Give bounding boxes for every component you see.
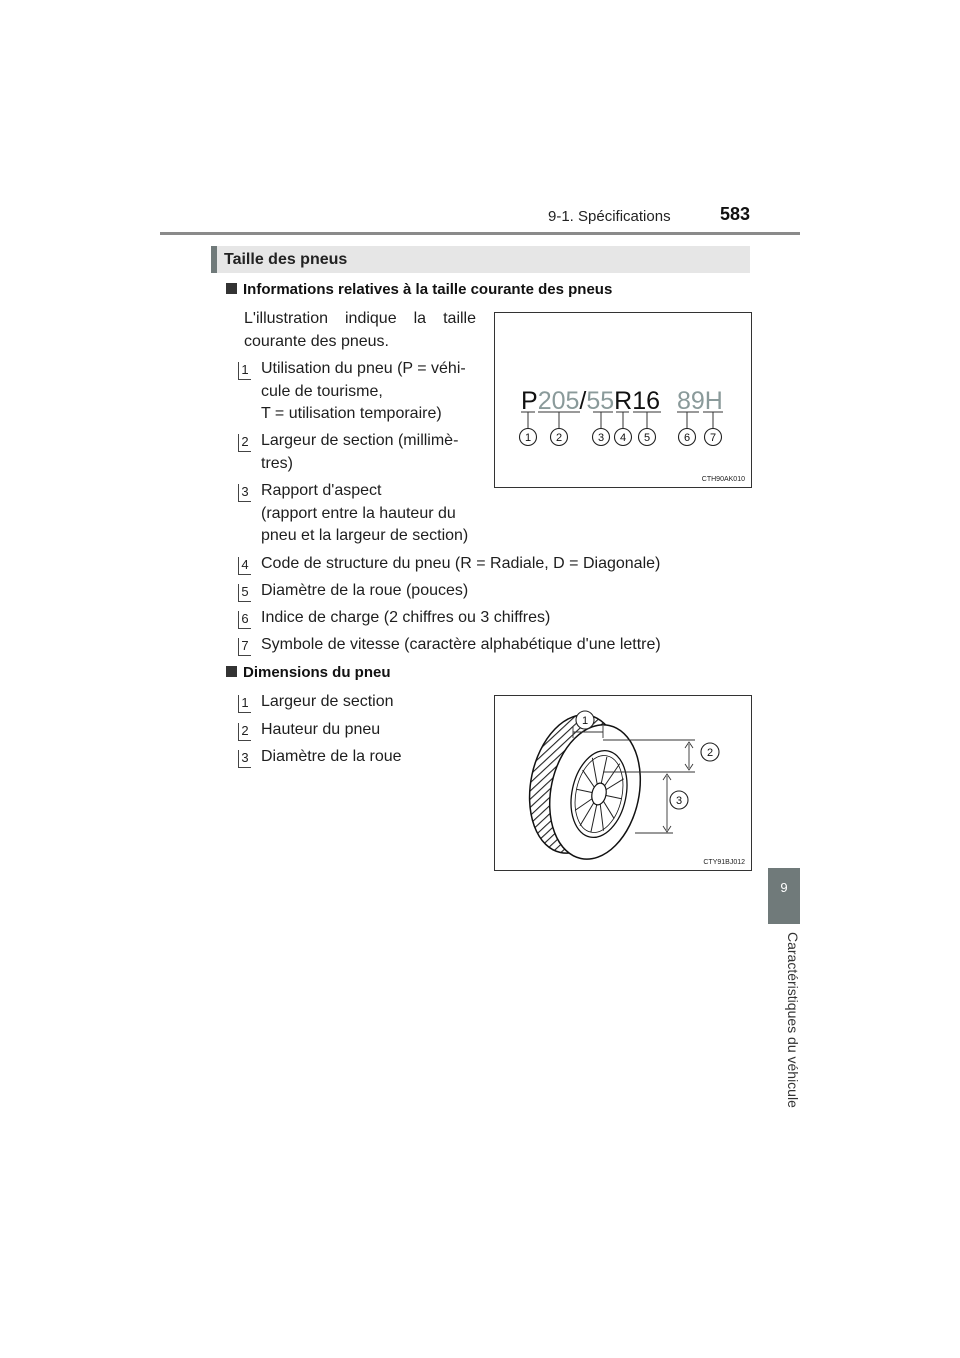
bullet-square-icon	[226, 283, 237, 294]
chapter-tab-number: 9	[780, 880, 788, 895]
dimension-callout-1-label: 1	[581, 715, 589, 727]
running-header-section: 9-1. Spécifications	[548, 208, 671, 225]
block1-item-1: Utilisation du pneu (P = véhi- cule de tourisme, T = utilisation temporaire)	[261, 360, 466, 422]
callout-circles	[520, 429, 722, 446]
figure1-image-code: CTH90AK010	[701, 476, 745, 483]
callout-number-7: 7	[238, 638, 251, 656]
page-number: 583	[720, 204, 751, 224]
tire-illustration	[517, 706, 652, 867]
callout-7-label: 7	[709, 432, 717, 444]
code-part-p	[521, 387, 660, 415]
tire-code-diagram	[495, 313, 751, 487]
callout-6-label: 6	[683, 432, 691, 444]
block1-item-5: Diamètre de la roue (pouces)	[261, 582, 469, 599]
tire-code-figure	[494, 312, 752, 488]
callout-number-6: 6	[238, 611, 251, 629]
tire-dimensions-diagram	[495, 696, 751, 870]
code-tspan-p: P	[521, 387, 538, 415]
block1-item-6: Indice de charge (2 chiffres ou 3 chiffres)	[261, 609, 551, 626]
callout-number-1: 1	[238, 362, 251, 380]
code-tspan-205: 205	[537, 387, 580, 415]
dimension-number-1: 1	[238, 695, 251, 713]
callout-2-label: 2	[555, 432, 563, 444]
block1-item-3: Rapport d'aspect (rapport entre la hauteur du pneu et la largeur de section)	[261, 482, 469, 544]
section-title: Taille des pneus	[224, 251, 348, 268]
code-tspan-r16: R16	[614, 387, 661, 415]
bullet-square-icon	[226, 666, 237, 677]
block2-heading: Dimensions du pneu	[226, 664, 391, 681]
dimension-number-3: 3	[238, 750, 251, 768]
block1-heading: Informations relatives à la taille courante des pneus	[226, 281, 612, 298]
callout-4-label: 4	[619, 432, 627, 444]
callout-number-2: 2	[238, 434, 251, 452]
dimension-callout-3-label: 3	[675, 795, 683, 807]
dimension-callout-2-label: 2	[706, 747, 714, 759]
code-tspan-slash: /	[579, 387, 587, 415]
callout-1-label: 1	[524, 432, 532, 444]
code-part-89h: 89H	[677, 387, 723, 415]
chapter-side-label: Caractéristiques du véhicule	[785, 932, 801, 1108]
block1-intro: L'illustration indique la taille courante des pneus.	[244, 310, 476, 350]
callout-number-4: 4	[238, 557, 251, 575]
callout-number-3: 3	[238, 484, 251, 502]
tire-dimensions-figure	[494, 695, 752, 871]
chapter-tab	[768, 868, 800, 924]
callout-number-5: 5	[238, 584, 251, 602]
callout-5-label: 5	[643, 432, 651, 444]
code-tspan-55: 55	[586, 387, 615, 415]
block1-item-7: Symbole de vitesse (caractère alphabétique d'une lettre)	[261, 636, 661, 653]
figure2-image-code: CTY91BJ012	[703, 859, 745, 866]
block2-item-1: Largeur de section	[261, 693, 394, 710]
block1-item-2: Largeur de section (millimè- tres)	[261, 432, 459, 472]
block2-item-3: Diamètre de la roue	[261, 748, 402, 765]
block2-item-2: Hauteur du pneu	[261, 721, 381, 738]
block1-item-4: Code de structure du pneu (R = Radiale, D = Diagonale)	[261, 555, 661, 572]
section-title-accent	[211, 246, 217, 273]
dimension-number-2: 2	[238, 723, 251, 741]
callout-3-label: 3	[597, 432, 605, 444]
header-rule	[160, 232, 800, 235]
